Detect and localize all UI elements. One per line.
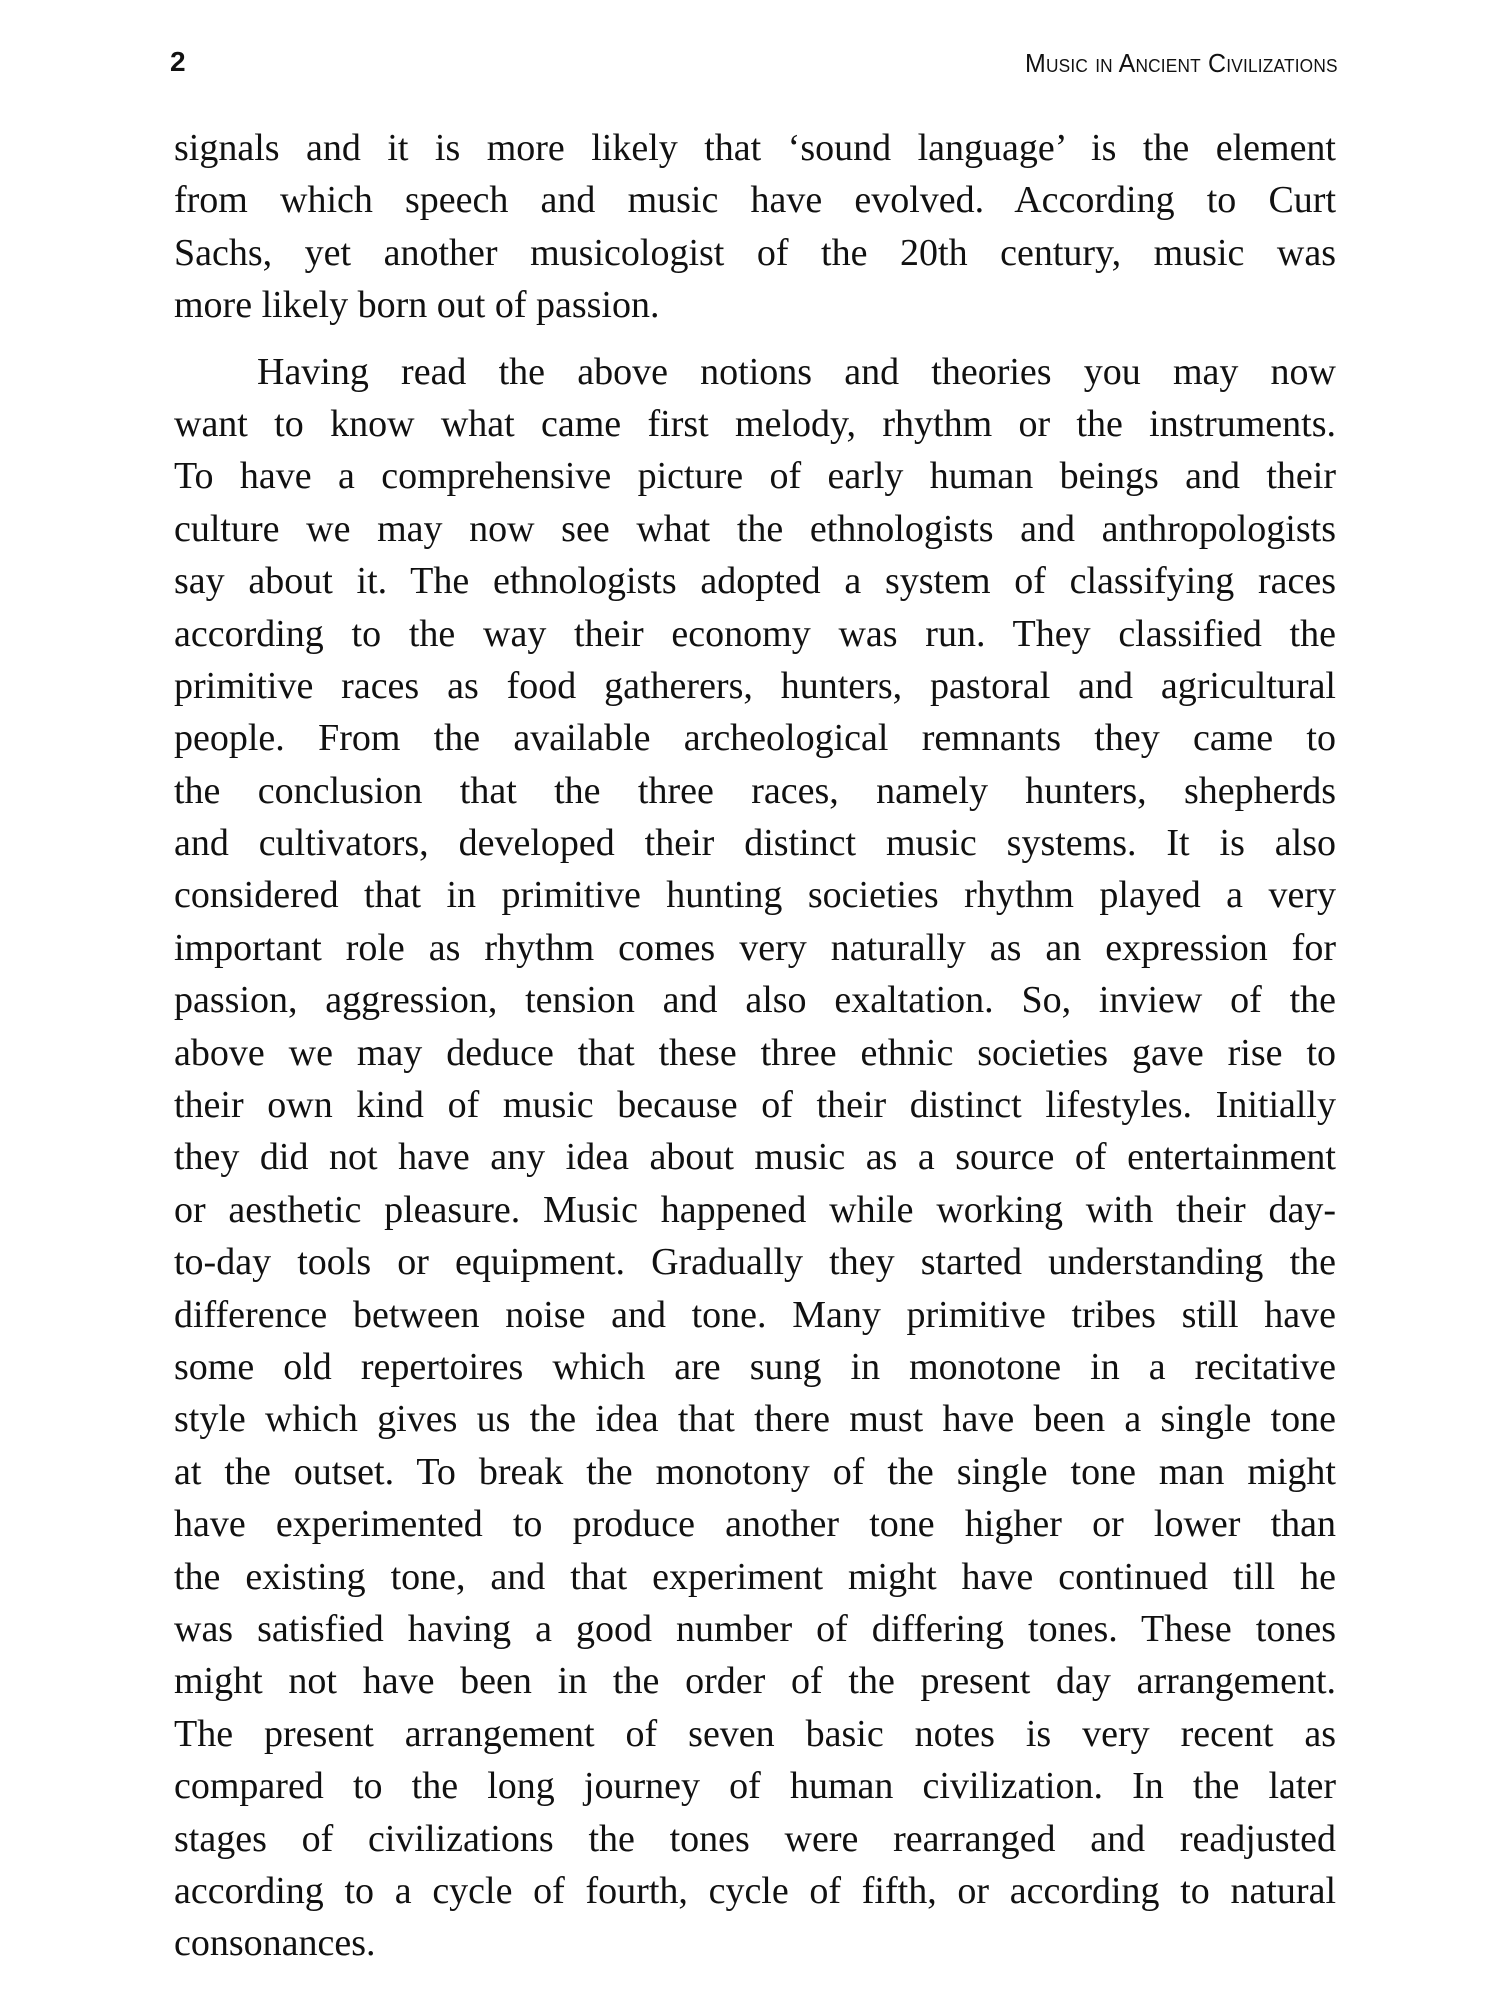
text-line: The present arrangement of seven basic notes is very recent as	[174, 1712, 1336, 1755]
text-line: the conclusion that the three races, namely hunters, shepherds	[174, 769, 1336, 812]
text-line: to-day tools or equipment. Gradually they started understanding the	[174, 1241, 1336, 1284]
text-line: was satisfied having a good number of differing tones. These tones	[174, 1607, 1336, 1650]
text-line: some old repertoires which are sung in monotone in a recitative	[174, 1345, 1336, 1388]
body-text	[174, 122, 1336, 1970]
text-line: the existing tone, and that experiment might have continued till he	[174, 1555, 1336, 1598]
text-line: compared to the long journey of human civilization. In the later	[174, 1765, 1336, 1808]
text-line: consonances.	[174, 1922, 376, 1965]
text-line: To have a comprehensive picture of early human beings and their	[174, 455, 1336, 498]
text-line: have experimented to produce another tone higher or lower than	[174, 1503, 1336, 1546]
running-head-title: Music in Ancient Civilizations	[1025, 48, 1338, 78]
text-line: might not have been in the order of the present day arrangement.	[174, 1660, 1336, 1703]
text-line: passion, aggression, tension and also exaltation. So, inview of the	[174, 979, 1336, 1022]
text-line: their own kind of music because of their distinct lifestyles. Initially	[174, 1084, 1336, 1127]
text-line: people. From the available archeological remnants they came to	[174, 717, 1336, 760]
text-line: signals and it is more likely that ‘sound language’ is the element	[174, 127, 1336, 169]
text-line: say about it. The ethnologists adopted a system of classifying races	[174, 560, 1336, 603]
text-line: from which speech and music have evolved. According to Curt	[174, 179, 1336, 222]
text-line: stages of civilizations the tones were rearranged and readjusted	[174, 1817, 1336, 1860]
text-line: difference between noise and tone. Many primitive tribes still have	[174, 1293, 1336, 1336]
text-line: important role as rhythm comes very naturally as an expression for	[174, 926, 1336, 969]
text-line: considered that in primitive hunting societies rhythm played a very	[174, 874, 1336, 917]
text-line: culture we may now see what the ethnologists and anthropologists	[174, 507, 1336, 550]
paragraph-1	[174, 122, 1336, 332]
text-line: Sachs, yet another musicologist of the 20th century, music was	[174, 231, 1336, 274]
text-line: primitive races as food gatherers, hunters, pastoral and agricultural	[174, 664, 1336, 707]
text-line: according to a cycle of fourth, cycle of fifth, or according to natural	[174, 1869, 1336, 1912]
text-line: according to the way their economy was run. They classified the	[174, 612, 1336, 655]
text-line: or aesthetic pleasure. Music happened while working with their day-	[174, 1188, 1336, 1231]
page-number: 2	[170, 46, 186, 77]
text-line: Having read the above notions and theories you may now	[257, 350, 1336, 393]
text-line: they did not have any idea about music as a source of entertainment	[174, 1136, 1336, 1179]
paragraph-2	[174, 346, 1336, 1970]
text-line: style which gives us the idea that there must have been a single tone	[174, 1398, 1336, 1441]
text-line: above we may deduce that these three ethnic societies gave rise to	[174, 1031, 1336, 1074]
text-line: want to know what came first melody, rhythm or the instruments.	[174, 402, 1336, 445]
text-line: and cultivators, developed their distinct music systems. It is also	[174, 822, 1336, 865]
text-line: at the outset. To break the monotony of the single tone man might	[174, 1450, 1336, 1493]
text-line: more likely born out of passion.	[174, 284, 660, 327]
